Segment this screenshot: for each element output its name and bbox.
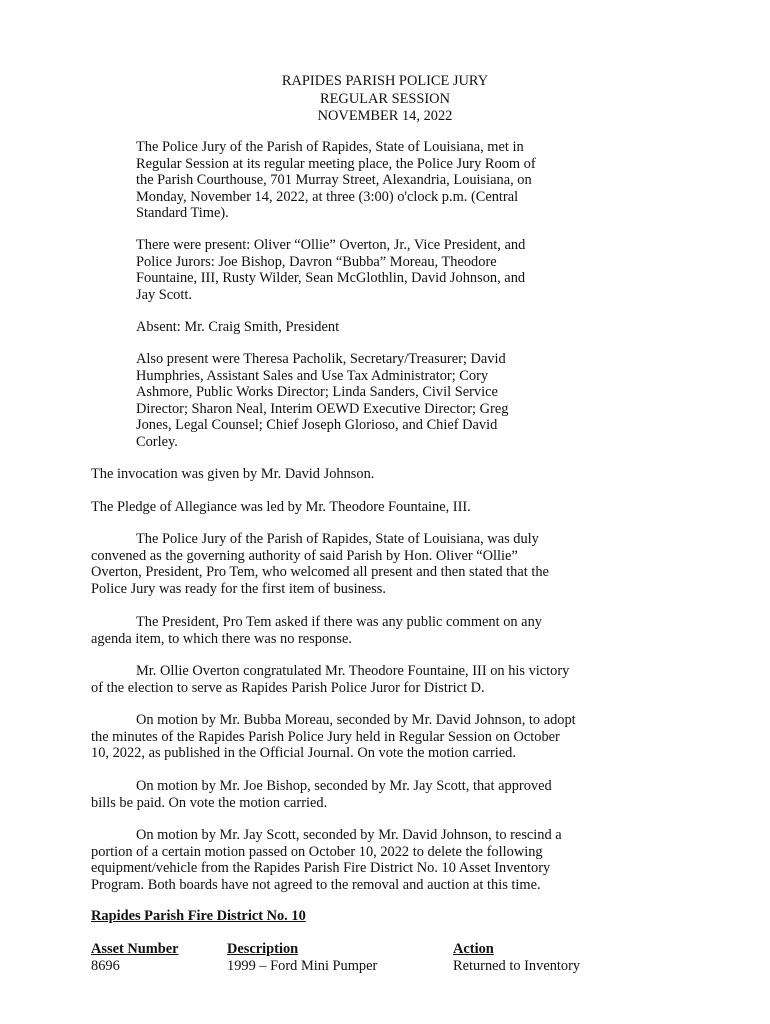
absent-paragraph xyxy=(136,319,636,336)
minutes-motion-line: the minutes of the Rapides Parish Police Jury held in Regular Session on October xyxy=(91,728,560,745)
rescind-motion-line: Program. Both boards have not agreed to the removal and auction at this time. xyxy=(91,876,541,893)
convened-line: Police Jury was ready for the first item of business. xyxy=(91,580,386,597)
rescind-motion-line: On motion by Mr. Jay Scott, seconded by Mr. David Johnson, to rescind a xyxy=(136,827,562,843)
bills-motion-paragraph xyxy=(91,778,691,811)
table-cell-asset-number: 8696 xyxy=(91,958,120,974)
absent-line: Absent: Mr. Craig Smith, President xyxy=(136,319,340,335)
congrats-line: of the election to serve as Rapides Parish Police Juror for District D. xyxy=(91,679,485,696)
intro-line: the Parish Courthouse, 701 Murray Street, Alexandria, Louisiana, on xyxy=(136,172,532,189)
fire-district-heading: Rapides Parish Fire District No. 10 xyxy=(91,908,306,924)
congrats-paragraph xyxy=(91,663,691,696)
minutes-motion-line: 10, 2022, as published in the Official Journal. On vote the motion carried. xyxy=(91,745,516,762)
public-comment-paragraph xyxy=(91,614,691,647)
minutes-motion-line: On motion by Mr. Bubba Moreau, seconded by Mr. David Johnson, to adopt xyxy=(136,712,576,728)
invocation-paragraph xyxy=(91,466,691,483)
also-present-line: Ashmore, Public Works Director; Linda Sanders, Civil Service xyxy=(136,384,498,401)
also-present-line: Director; Sharon Neal, Interim OEWD Executive Director; Greg xyxy=(136,400,509,417)
rescind-motion-paragraph xyxy=(91,827,691,893)
congrats-line: Mr. Ollie Overton congratulated Mr. Theodore Fountaine, III on his victory xyxy=(136,663,570,679)
present-line: Jay Scott. xyxy=(136,286,192,303)
pledge-line: The Pledge of Allegiance was led by Mr. Theodore Fountaine, III. xyxy=(91,499,471,515)
org-title: RAPIDES PARISH POLICE JURY xyxy=(281,73,489,89)
bills-motion-line: bills be paid. On vote the motion carried. xyxy=(91,794,328,811)
document-header xyxy=(0,73,770,126)
table-cell-action: Returned to Inventory xyxy=(453,958,581,974)
bills-motion-line: On motion by Mr. Joe Bishop, seconded by Mr. Jay Scott, that approved xyxy=(136,778,552,794)
rescind-motion-line: equipment/vehicle from the Rapides Parish Fire District No. 10 Asset Inventory xyxy=(91,860,551,877)
convened-paragraph xyxy=(91,531,691,597)
convened-line: convened as the governing authority of said Parish by Hon. Oliver “Ollie” xyxy=(91,547,518,564)
column-header-description: Description xyxy=(227,941,299,957)
intro-paragraph xyxy=(136,139,636,222)
present-paragraph xyxy=(136,237,636,303)
rescind-motion-line: portion of a certain motion passed on October 10, 2022 to delete the following xyxy=(91,843,543,860)
intro-line: Regular Session at its regular meeting place, the Police Jury Room of xyxy=(136,155,536,172)
convened-line: Overton, President, Pro Tem, who welcomed all present and then stated that the xyxy=(91,564,549,581)
minutes-motion-paragraph xyxy=(91,712,691,762)
present-line: Fountaine, III, Rusty Wilder, Sean McGlothlin, David Johnson, and xyxy=(136,270,526,287)
session-title: REGULAR SESSION xyxy=(320,90,450,107)
public-comment-line: The President, Pro Tem asked if there was any public comment on any xyxy=(136,614,542,630)
public-comment-line: agenda item, to which there was no response. xyxy=(91,630,352,647)
session-date: NOVEMBER 14, 2022 xyxy=(317,108,453,124)
also-present-line: Humphries, Assistant Sales and Use Tax Administrator; Cory xyxy=(136,367,489,384)
column-header-asset-number: Asset Number xyxy=(91,941,179,957)
pledge-paragraph xyxy=(91,499,691,516)
intro-line: The Police Jury of the Parish of Rapides, State of Louisiana, met in xyxy=(136,139,524,155)
present-line: There were present: Oliver “Ollie” Overton, Jr., Vice President, and xyxy=(136,237,526,253)
intro-line: Monday, November 14, 2022, at three (3:00) o'clock p.m. (Central xyxy=(136,188,519,205)
column-header-action: Action xyxy=(453,941,494,957)
present-line: Police Jurors: Joe Bishop, Davron “Bubba” Moreau, Theodore xyxy=(136,253,497,270)
also-present-line: Also present were Theresa Pacholik, Secretary/Treasurer; David xyxy=(136,351,506,367)
convened-line: The Police Jury of the Parish of Rapides, State of Louisiana, was duly xyxy=(136,531,539,547)
invocation-line: The invocation was given by Mr. David Johnson. xyxy=(91,466,375,482)
intro-line: Standard Time). xyxy=(136,205,229,222)
also-present-paragraph xyxy=(136,351,636,451)
also-present-line: Jones, Legal Counsel; Chief Joseph Glorioso, and Chief David xyxy=(136,417,498,434)
also-present-line: Corley. xyxy=(136,433,178,450)
table-cell-description: 1999 – Ford Mini Pumper xyxy=(227,958,378,974)
